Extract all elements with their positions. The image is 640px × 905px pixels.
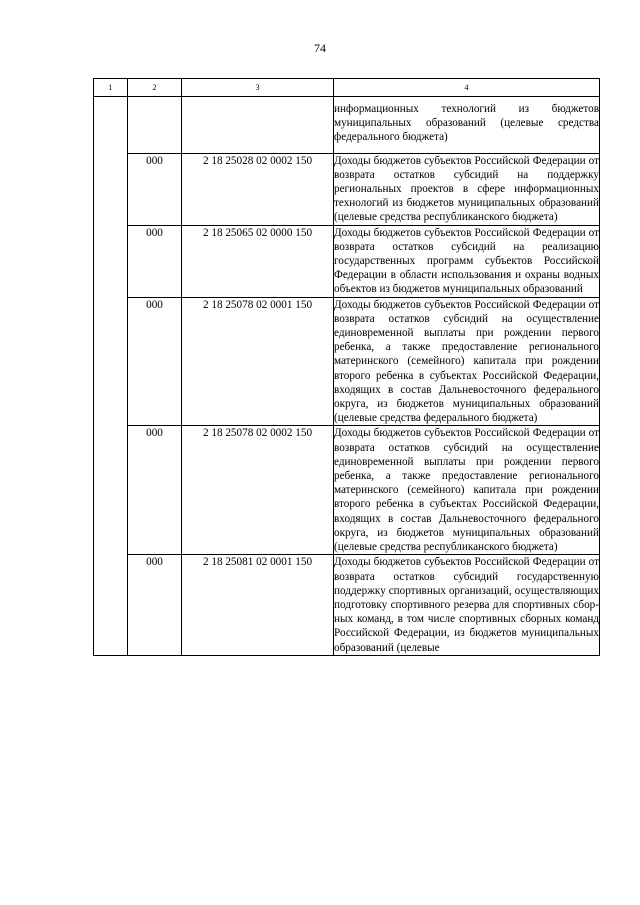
budget-code-cell: [182, 97, 334, 154]
column-header-2: 2: [128, 79, 182, 97]
column-header-4: 4: [334, 79, 600, 97]
table-row: [94, 225, 600, 297]
table-row: [94, 426, 600, 555]
merged-column-1-cell: [94, 97, 128, 656]
description-cell: Доходы бюджетов субъектов Российской Федерации от возврата остатков субсидий на поддержку региональных проектов в сфере информационных технологий из бюджетов муниципальных образований (целевые средства республиканского бюджета): [334, 154, 599, 224]
admin-code-cell: 000: [128, 555, 182, 655]
description-cell: Доходы бюджетов субъектов Российской Федерации от возврата остатков субсидий государственную поддержку спортивных организаций, осуществляющих подготовку спортивного резерва для спортивных сборных команд, в том числе спортивных сборных команд Российской Федерации, из бюджетов муниципальных образований (целевые: [334, 556, 599, 654]
budget-code-cell: 2 18 25028 02 0002 150: [182, 153, 334, 225]
description-cell: Доходы бюджетов субъектов Российской Федерации от возврата остатков субсидий на осуществление единовременной выплаты при рождении первого ребенка, а также предоставление регионального материнского (семейного) капитала при рождении второго ребенка в субъектах Российской Федерации, входящих в состав Дальневосточного федерального округа, из бюджетов муниципальных образований (целевые средства федерального бюджета): [334, 298, 599, 425]
table-row-continuation: [94, 97, 600, 154]
admin-code-cell: 000: [128, 426, 182, 555]
description-cell: Доходы бюджетов субъектов Российской Федерации от возврата остатков субсидий на реализацию государственных программ субъектов Российской Федерации в области использования и охраны водных объектов из бюджетов муниципальных образований: [334, 226, 599, 296]
admin-code-cell: [128, 97, 182, 154]
table-row: [94, 555, 600, 655]
budget-code-cell: 2 18 25081 02 0001 150: [182, 555, 334, 655]
column-header-3: 3: [182, 79, 334, 97]
budget-code-cell: 2 18 25078 02 0002 150: [182, 426, 334, 555]
budget-code-cell: 2 18 25065 02 0000 150: [182, 225, 334, 297]
budget-classification-table: [93, 78, 600, 656]
admin-code-cell: 000: [128, 225, 182, 297]
budget-code-cell: 2 18 25078 02 0001 150: [182, 297, 334, 426]
column-header-1: 1: [94, 79, 128, 97]
table-row: [94, 297, 600, 426]
table-row: [94, 153, 600, 225]
admin-code-cell: 000: [128, 297, 182, 426]
table-header-row: [94, 79, 600, 97]
description-cell: Доходы бюджетов субъектов Российской Федерации от возврата остатков субсидий на осуществление единовременной выплаты при рождении первого ребенка, а также предоставление регионального материнского (семейного) капитала при рождении второго ребенка в субъектах Российской Федерации, входящих в состав Дальневосточного федерального округа, из бюджетов муниципальных образований (целевые средства республиканского бюджета): [334, 427, 599, 554]
description-cell: информационных технологий из бюджетов муниципальных образований (целевые средства федерального бюджета): [334, 97, 600, 154]
admin-code-cell: 000: [128, 153, 182, 225]
page-number: 74: [314, 41, 326, 55]
